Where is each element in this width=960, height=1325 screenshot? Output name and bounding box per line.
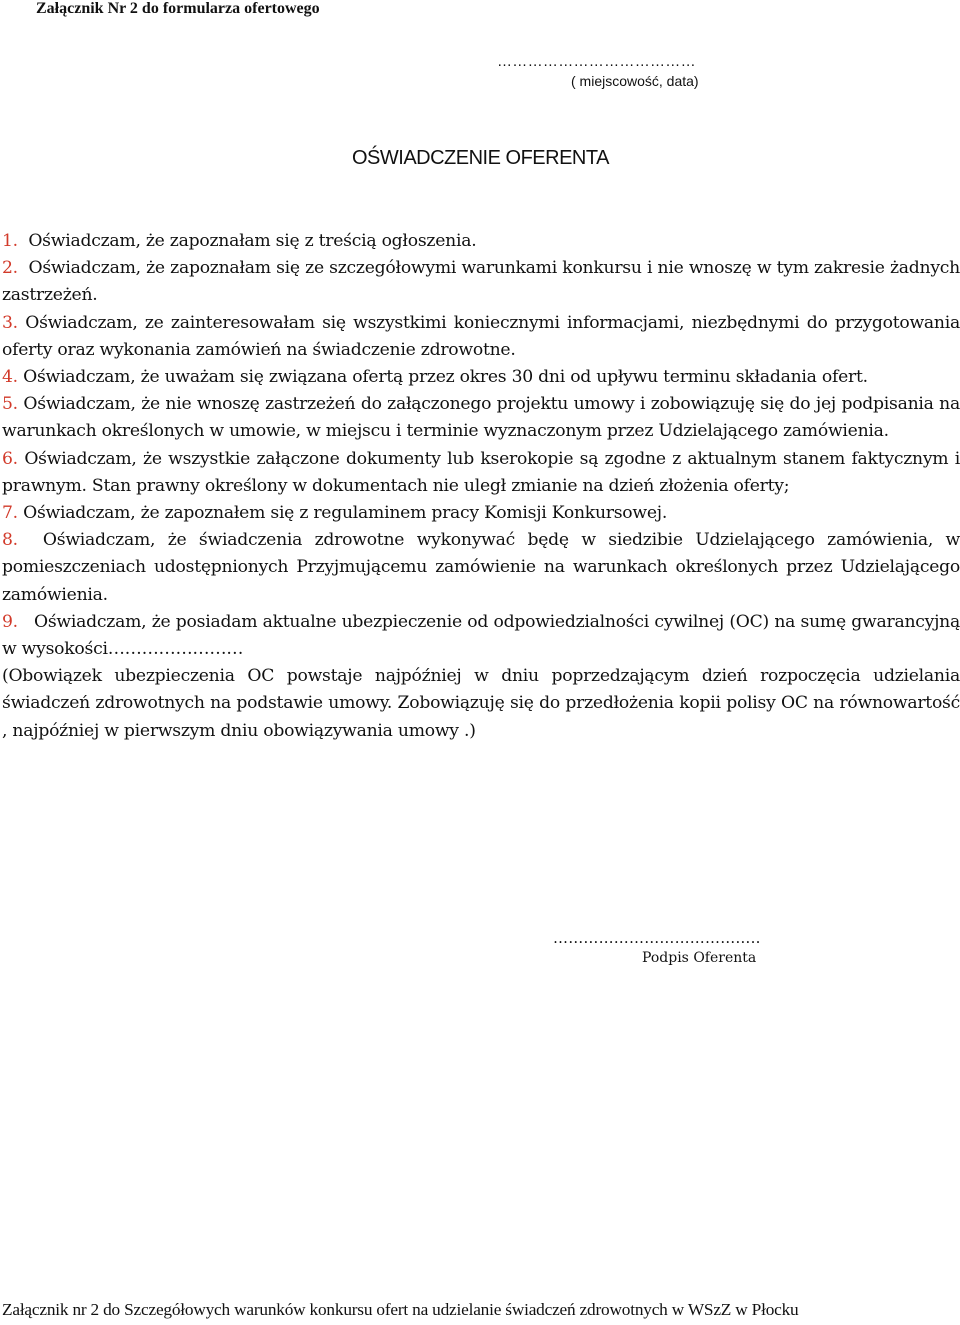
statement-text: Oświadczam, że zapoznałam się z treścią ogłoszenia. [28, 231, 477, 251]
statement-number: 6. [2, 448, 18, 469]
statement-item [2, 446, 960, 500]
statement-number: 9. [2, 611, 18, 632]
statement-text: Oświadczam, że posiadam aktualne ubezpieczenie od odpowiedzialności cywilnej (OC) na sumę gwarancyjną w wysokości…………………… [2, 611, 960, 660]
statement-item [2, 364, 960, 391]
statement-item [2, 527, 960, 609]
place-date-field: ………………………………… [497, 53, 696, 70]
page-footer: Załącznik nr 2 do Szczegółowych warunków konkursu ofert na udzielanie świadczeń zdrowotnych w WSzZ w Płocku [2, 1300, 799, 1319]
statement-text: Oświadczam, że zapoznałam się ze szczegółowymi warunkami konkursu i nie wnoszę w tym zakresie żadnych zastrzeżeń. [2, 258, 960, 306]
statement-number: 7. [2, 503, 18, 524]
statement-text: Oświadczam, ze zainteresowałam się wszystkimi koniecznymi informacjami, niezbędnymi do przygotowania oferty oraz wykonania zamówień na świadczenie zdrowotne. [2, 312, 960, 360]
statement-item [2, 255, 960, 309]
statement-item [2, 500, 960, 527]
statement-number: 5. [2, 394, 18, 415]
statement-item [2, 391, 960, 445]
statement-text: Oświadczam, że zapoznałem się z regulaminem pracy Komisji Konkursowej. [23, 503, 668, 524]
statement-text: Oświadczam, że wszystkie załączone dokumenty lub kserokopie są zgodne z aktualnym stanem faktycznym i prawnym. Stan prawny określony w dokumentach nie uległ zmianie na dzień złożenia oferty; [2, 448, 960, 496]
statement-text: Oświadczam, że nie wnoszę zastrzeżeń do załączonego projektu umowy i zobowiązuję się do jej podpisania na warunkach określonych w umowie, w miejscu i terminie wyznaczonym przez Udzielającego zamówienia. [2, 394, 960, 442]
attachment-header: Załącznik Nr 2 do formularza ofertowego [36, 0, 320, 17]
document-title: OŚWIADCZENIE OFERENTA [352, 147, 609, 169]
statements-list [2, 228, 960, 745]
place-date-caption: ( miejscowość, data) [571, 73, 699, 89]
statement-item [2, 310, 960, 364]
insurance-note: (Obowiązek ubezpieczenia OC powstaje najpóźniej w dniu poprzedzającym dzień rozpoczęcia udzielania świadczeń zdrowotnych na podstawie umowy. Zobowiązuję się do przedłożenia kopii polisy OC na równowartość , najpóźniej w pierwszym dniu obowiązywania umowy .) [2, 666, 960, 741]
signature-caption: Podpis Oferenta [642, 950, 757, 966]
statement-text: Oświadczam, że świadczenia zdrowotne wykonywać będę w siedzibie Udzielającego zamówienia, w pomieszczeniach udostępnionych Przyjmującemu zamówienie na warunkach określonych przez Udzielającego zamówienia. [2, 530, 960, 605]
statement-item [2, 228, 960, 255]
statement-text: Oświadczam, że uważam się związana ofertą przez okres 30 dni od upływu terminu składania ofert. [23, 367, 868, 388]
statement-item [2, 609, 960, 663]
statement-number: 1. [2, 231, 18, 251]
signature-field: ………………………………….. [553, 929, 761, 947]
statement-number: 2. [2, 258, 18, 279]
statement-number: 8. [2, 530, 18, 551]
statement-number: 4. [2, 367, 18, 388]
statement-number: 3. [2, 312, 18, 333]
